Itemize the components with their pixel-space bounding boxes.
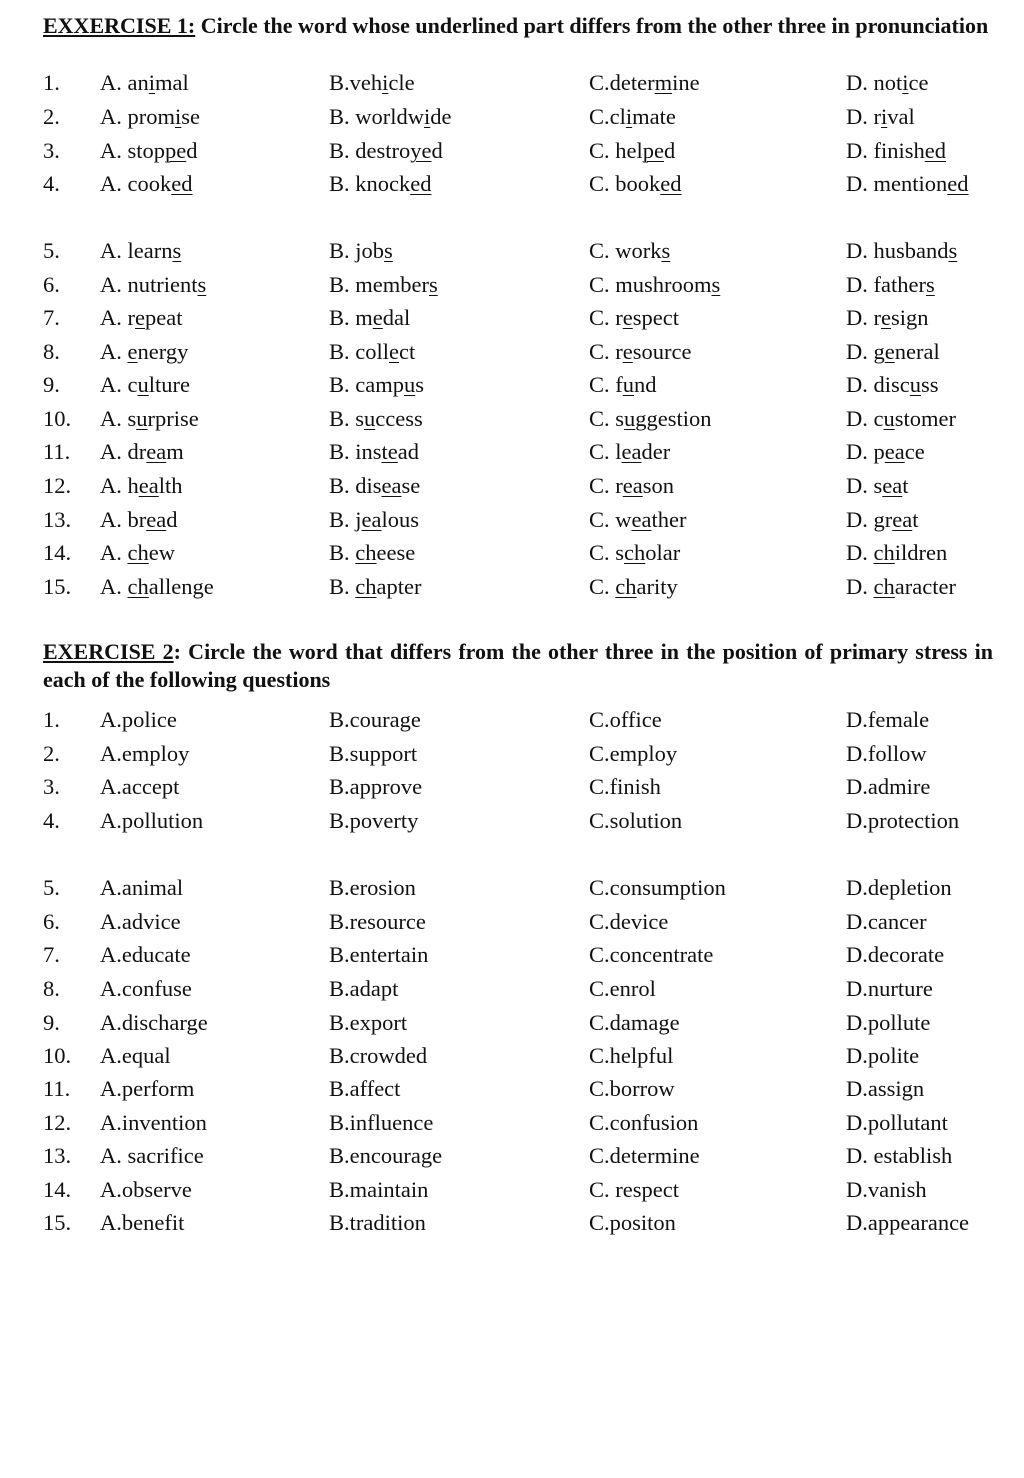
underlined-letters: ed [410,171,432,196]
option-d[interactable]: D.pollutant [846,1110,948,1135]
option-b[interactable]: B. chapter [329,574,422,599]
underlined-letters: ch [615,574,637,599]
question-number: 11. [43,1076,71,1101]
exercise2-question-12 [0,1106,1024,1140]
underlined-letters: i [148,70,156,95]
option-a[interactable]: A. surprise [100,406,199,431]
underlined-letters: i [382,70,389,95]
underlined-letters: m [654,70,673,95]
option-a[interactable]: A.discharge [100,1010,208,1035]
option-c[interactable]: C.concentrate [589,942,714,967]
underlined-letters: i [175,104,182,129]
question-number: 12. [43,473,72,498]
exercise2-question-10 [0,1039,1024,1073]
question-number: 10. [43,406,72,431]
option-c[interactable]: C. weather [589,507,687,532]
option-d[interactable]: D. seat [846,473,909,498]
option-d[interactable]: D.vanish [846,1177,927,1202]
option-d[interactable]: D.follow [846,741,927,766]
option-a[interactable]: A. health [100,473,183,498]
question-number: 8. [43,976,60,1001]
underlined-letters: te [381,439,398,464]
option-c[interactable]: C. respect [589,305,679,330]
option-d[interactable]: D.appearance [846,1210,970,1235]
question-number: 4. [43,808,60,833]
underlined-letters: u [136,406,148,431]
option-c[interactable]: C.finish [589,774,661,799]
option-a[interactable]: A.advice [100,909,181,934]
option-c[interactable]: C.office [589,707,662,732]
option-a[interactable]: A. cooked [100,171,193,196]
underlined-letters: s [428,272,438,297]
option-c[interactable]: C. fund [589,372,657,397]
underlined-letters: i [424,104,431,129]
option-b[interactable]: B.affect [329,1076,401,1101]
option-c[interactable]: C.determine [589,1143,700,1168]
option-b[interactable]: B. jealous [329,507,420,532]
option-d[interactable]: D. children [846,540,948,565]
exercise2-question-9 [0,1006,1024,1040]
underlined-letters: ea [622,473,643,498]
question-number: 12. [43,1110,72,1135]
underlined-letters: s [197,272,207,297]
option-d[interactable]: D.decorate [846,942,945,967]
option-c[interactable]: C. leader [589,439,671,464]
option-b[interactable]: B.influence [329,1110,434,1135]
option-c[interactable]: C.positon [589,1210,676,1235]
option-d[interactable]: D. resign [846,305,929,330]
option-c[interactable]: C.helpful [589,1043,674,1068]
option-d[interactable]: D. rival [846,104,915,129]
option-c[interactable]: C. booked [589,171,682,196]
exercise2-question-14 [0,1173,1024,1207]
question-number: 14. [43,1177,72,1202]
underlined-letters: e [622,339,633,364]
exercise1-question-1 [0,66,1024,100]
underlined-letters: s [384,238,393,263]
option-c[interactable]: C.borrow [589,1076,675,1101]
exercise2-question-5 [0,871,1024,905]
option-d[interactable]: D.depletion [846,875,952,900]
underlined-letters: ed [660,171,682,196]
exercise2-question-6 [0,905,1024,939]
exercise2-question-1 [0,703,1024,737]
option-d[interactable]: D.assign [846,1076,925,1101]
question-number: 10. [43,1043,72,1068]
option-c[interactable]: C.enrol [589,976,656,1001]
question-number: 11. [43,439,71,464]
question-number: 9. [43,372,60,397]
option-a[interactable]: A. chew [100,540,175,565]
option-b[interactable]: B.poverty [329,808,419,833]
exercise1-question-13 [0,503,1024,537]
option-b[interactable]: B.entertain [329,942,429,967]
underlined-letters: ed [171,171,193,196]
underlined-letters: ea [361,507,382,532]
question-number: 7. [43,305,60,330]
underlined-letters: i [902,70,909,95]
option-d[interactable]: D. great [846,507,919,532]
option-a[interactable]: A.educate [100,942,191,967]
question-number: 1. [43,707,60,732]
exercise1-question-15 [0,570,1024,604]
option-b[interactable]: B. instead [329,439,420,464]
underlined-letters: u [137,372,149,397]
question-number: 3. [43,138,60,163]
option-b[interactable]: B.resource [329,909,426,934]
exercise2-question-8 [0,972,1024,1006]
exercise2-question-13 [0,1139,1024,1173]
option-a[interactable]: A. energy [100,339,189,364]
underlined-letters: s [948,238,958,263]
option-d[interactable]: D. establish [846,1143,953,1168]
option-d[interactable]: D. finished [846,138,946,163]
exercise1-title: EXXERCISE 1: [43,13,196,38]
exercise1-question-2 [0,100,1024,134]
underlined-letters: u [624,406,636,431]
option-b[interactable]: B. success [329,406,423,431]
underlined-letters: ea [621,439,642,464]
underlined-letters: ye [410,138,432,163]
underlined-letters: pe [642,138,664,163]
question-number: 13. [43,1143,72,1168]
option-a[interactable]: A. nutrients [100,272,207,297]
option-b[interactable]: B.approve [329,774,423,799]
option-b[interactable]: B. members [329,272,438,297]
underlined-letters: i [625,104,633,129]
exercise1-question-11 [0,435,1024,469]
option-a[interactable]: A. promise [100,104,201,129]
option-d[interactable]: D. general [846,339,940,364]
option-a[interactable]: A.animal [100,875,184,900]
question-number: 9. [43,1010,60,1035]
exercise1-question-14 [0,536,1024,570]
underlined-letters: ea [138,473,159,498]
question-number: 6. [43,272,60,297]
underlined-letters: ea [146,439,167,464]
option-a[interactable]: A. repeat [100,305,183,330]
option-c[interactable]: C. mushrooms [589,272,721,297]
question-number: 5. [43,875,60,900]
exercise2-question-15 [0,1206,1024,1240]
question-number: 13. [43,507,72,532]
option-b[interactable]: B. medal [329,305,411,330]
option-a[interactable]: A. animal [100,70,189,95]
option-d[interactable]: D.protection [846,808,960,833]
option-c[interactable]: C.damage [589,1010,680,1035]
option-a[interactable]: A. challenge [100,574,214,599]
question-number: 8. [43,339,60,364]
option-c[interactable]: C.employ [589,741,678,766]
option-c[interactable]: C.confusion [589,1110,699,1135]
underlined-letters: ea [146,507,167,532]
option-d[interactable]: D. customer [846,406,956,431]
underlined-letters: e [881,305,891,330]
exercise1-question-10 [0,402,1024,436]
option-a[interactable]: A.equal [100,1043,171,1068]
option-d[interactable]: D. character [846,574,956,599]
option-c[interactable]: C. suggestion [589,406,712,431]
exercise1-question-5 [0,234,1024,268]
option-d[interactable]: D.nurture [846,976,933,1001]
option-a[interactable]: A. dream [100,439,184,464]
underlined-letters: ea [882,473,903,498]
option-b[interactable]: B.erosion [329,875,416,900]
underlined-letters: i [881,104,888,129]
underlined-letters: ch [355,540,377,565]
option-c[interactable]: C. helped [589,138,676,163]
exercise1-heading [43,12,993,40]
option-a[interactable]: A.police [100,707,177,732]
option-b[interactable]: B.courage [329,707,421,732]
exercise1-question-6 [0,268,1024,302]
underlined-letters: s [925,272,935,297]
option-b[interactable]: B. jobs [329,238,393,263]
option-c[interactable]: C.solution [589,808,683,833]
question-number: 7. [43,942,60,967]
option-c[interactable]: C. reason [589,473,674,498]
exercise2-question-2 [0,737,1024,771]
underlined-letters: u [883,406,895,431]
exercise1-question-8 [0,335,1024,369]
option-b[interactable]: B.adapt [329,976,399,1001]
question-number: 3. [43,774,60,799]
underlined-letters: u [622,372,634,397]
exercise2-title: EXERCISE 2 [43,639,174,664]
option-c[interactable]: C.device [589,909,669,934]
option-a[interactable]: A.confuse [100,976,192,1001]
question-number: 15. [43,1210,72,1235]
question-number: 15. [43,574,72,599]
option-a[interactable]: A.observe [100,1177,192,1202]
underlined-letters: ed [947,171,969,196]
option-a[interactable]: A.perform [100,1076,195,1101]
exercise2-question-7 [0,938,1024,972]
underlined-letters: u [364,406,376,431]
option-c[interactable]: C. charity [589,574,678,599]
underlined-letters: ea [892,507,913,532]
option-a[interactable]: A.pollution [100,808,204,833]
underlined-letters: e [135,305,145,330]
exercise1-question-7 [0,301,1024,335]
underlined-letters: ch [355,574,377,599]
option-d[interactable]: D. mentioned [846,171,969,196]
option-c[interactable]: C. respect [589,1177,679,1202]
exercise2-question-3 [0,770,1024,804]
question-number: 14. [43,540,72,565]
option-a[interactable]: A.benefit [100,1210,185,1235]
underlined-letters: s [661,238,671,263]
underlined-letters: pe [165,138,187,163]
option-d[interactable]: D. discuss [846,372,939,397]
option-c[interactable]: C. works [589,238,671,263]
option-a[interactable]: A. stopped [100,138,198,163]
question-number: 4. [43,171,60,196]
option-a[interactable]: A. bread [100,507,178,532]
option-d[interactable]: D. peace [846,439,925,464]
option-b[interactable]: B. campus [329,372,424,397]
option-c[interactable]: C.determine [589,70,700,95]
underlined-letters: ch [873,540,895,565]
underlined-letters: ea [631,507,652,532]
exercise2-heading [43,638,993,694]
exercise2-instruction: : Circle the word that differs from the other three in the position of primary stress in each of the following questions [43,639,993,692]
option-b[interactable]: B. destroyed [329,138,443,163]
exercise1-question-3 [0,134,1024,168]
option-a[interactable]: A. culture [100,372,190,397]
question-number: 6. [43,909,60,934]
option-b[interactable]: B. collect [329,339,416,364]
underlined-letters: s [711,272,721,297]
question-number: 5. [43,238,60,263]
option-b[interactable]: B.export [329,1010,408,1035]
option-c[interactable]: C.climate [589,104,676,129]
underlined-letters: e [622,305,633,330]
underlined-letters: e [372,305,383,330]
option-c[interactable]: C. scholar [589,540,681,565]
exercise1-question-12 [0,469,1024,503]
underlined-letters: ch [127,574,149,599]
underlined-letters: ch [624,540,646,565]
option-d[interactable]: D. fathers [846,272,935,297]
underlined-letters: e [389,339,399,364]
option-b[interactable]: B.crowded [329,1043,428,1068]
underlined-letters: ea [381,473,402,498]
underlined-letters: u [403,372,416,397]
underlined-letters: ch [127,540,149,565]
question-number: 1. [43,70,60,95]
option-b[interactable]: B. disease [329,473,421,498]
option-b[interactable]: B. worldwide [329,104,452,129]
option-d[interactable]: D.female [846,707,930,732]
option-d[interactable]: D.cancer [846,909,927,934]
exercise2-question-4 [0,804,1024,838]
option-b[interactable]: B.maintain [329,1177,429,1202]
exercise1-question-9 [0,368,1024,402]
option-d[interactable]: D.polite [846,1043,920,1068]
option-b[interactable]: B. knocked [329,171,432,196]
option-b[interactable]: B.support [329,741,418,766]
option-d[interactable]: D. notice [846,70,929,95]
option-b[interactable]: B.vehicle [329,70,415,95]
exercise2-question-11 [0,1072,1024,1106]
option-c[interactable]: C. resource [589,339,692,364]
option-a[interactable]: A. sacrifice [100,1143,204,1168]
option-c[interactable]: C.consumption [589,875,726,900]
underlined-letters: e [884,339,895,364]
option-d[interactable]: D. husbands [846,238,958,263]
underlined-letters: e [127,339,138,364]
option-a[interactable]: A. learns [100,238,182,263]
option-d[interactable]: D.pollute [846,1010,931,1035]
question-number: 2. [43,741,60,766]
option-b[interactable]: B. cheese [329,540,416,565]
option-d[interactable]: D.admire [846,774,931,799]
option-b[interactable]: B.tradition [329,1210,426,1235]
underlined-letters: s [172,238,182,263]
underlined-letters: ed [924,138,946,163]
underlined-letters: u [909,372,921,397]
underlined-letters: ea [884,439,905,464]
exercise1-instruction: Circle the word whose underlined part differs from the other three in pronunciation [195,13,989,38]
exercise1-question-4 [0,167,1024,201]
underlined-letters: ch [873,574,895,599]
option-b[interactable]: B.encourage [329,1143,443,1168]
option-a[interactable]: A.invention [100,1110,207,1135]
option-a[interactable]: A.employ [100,741,190,766]
question-number: 2. [43,104,60,129]
option-a[interactable]: A.accept [100,774,180,799]
